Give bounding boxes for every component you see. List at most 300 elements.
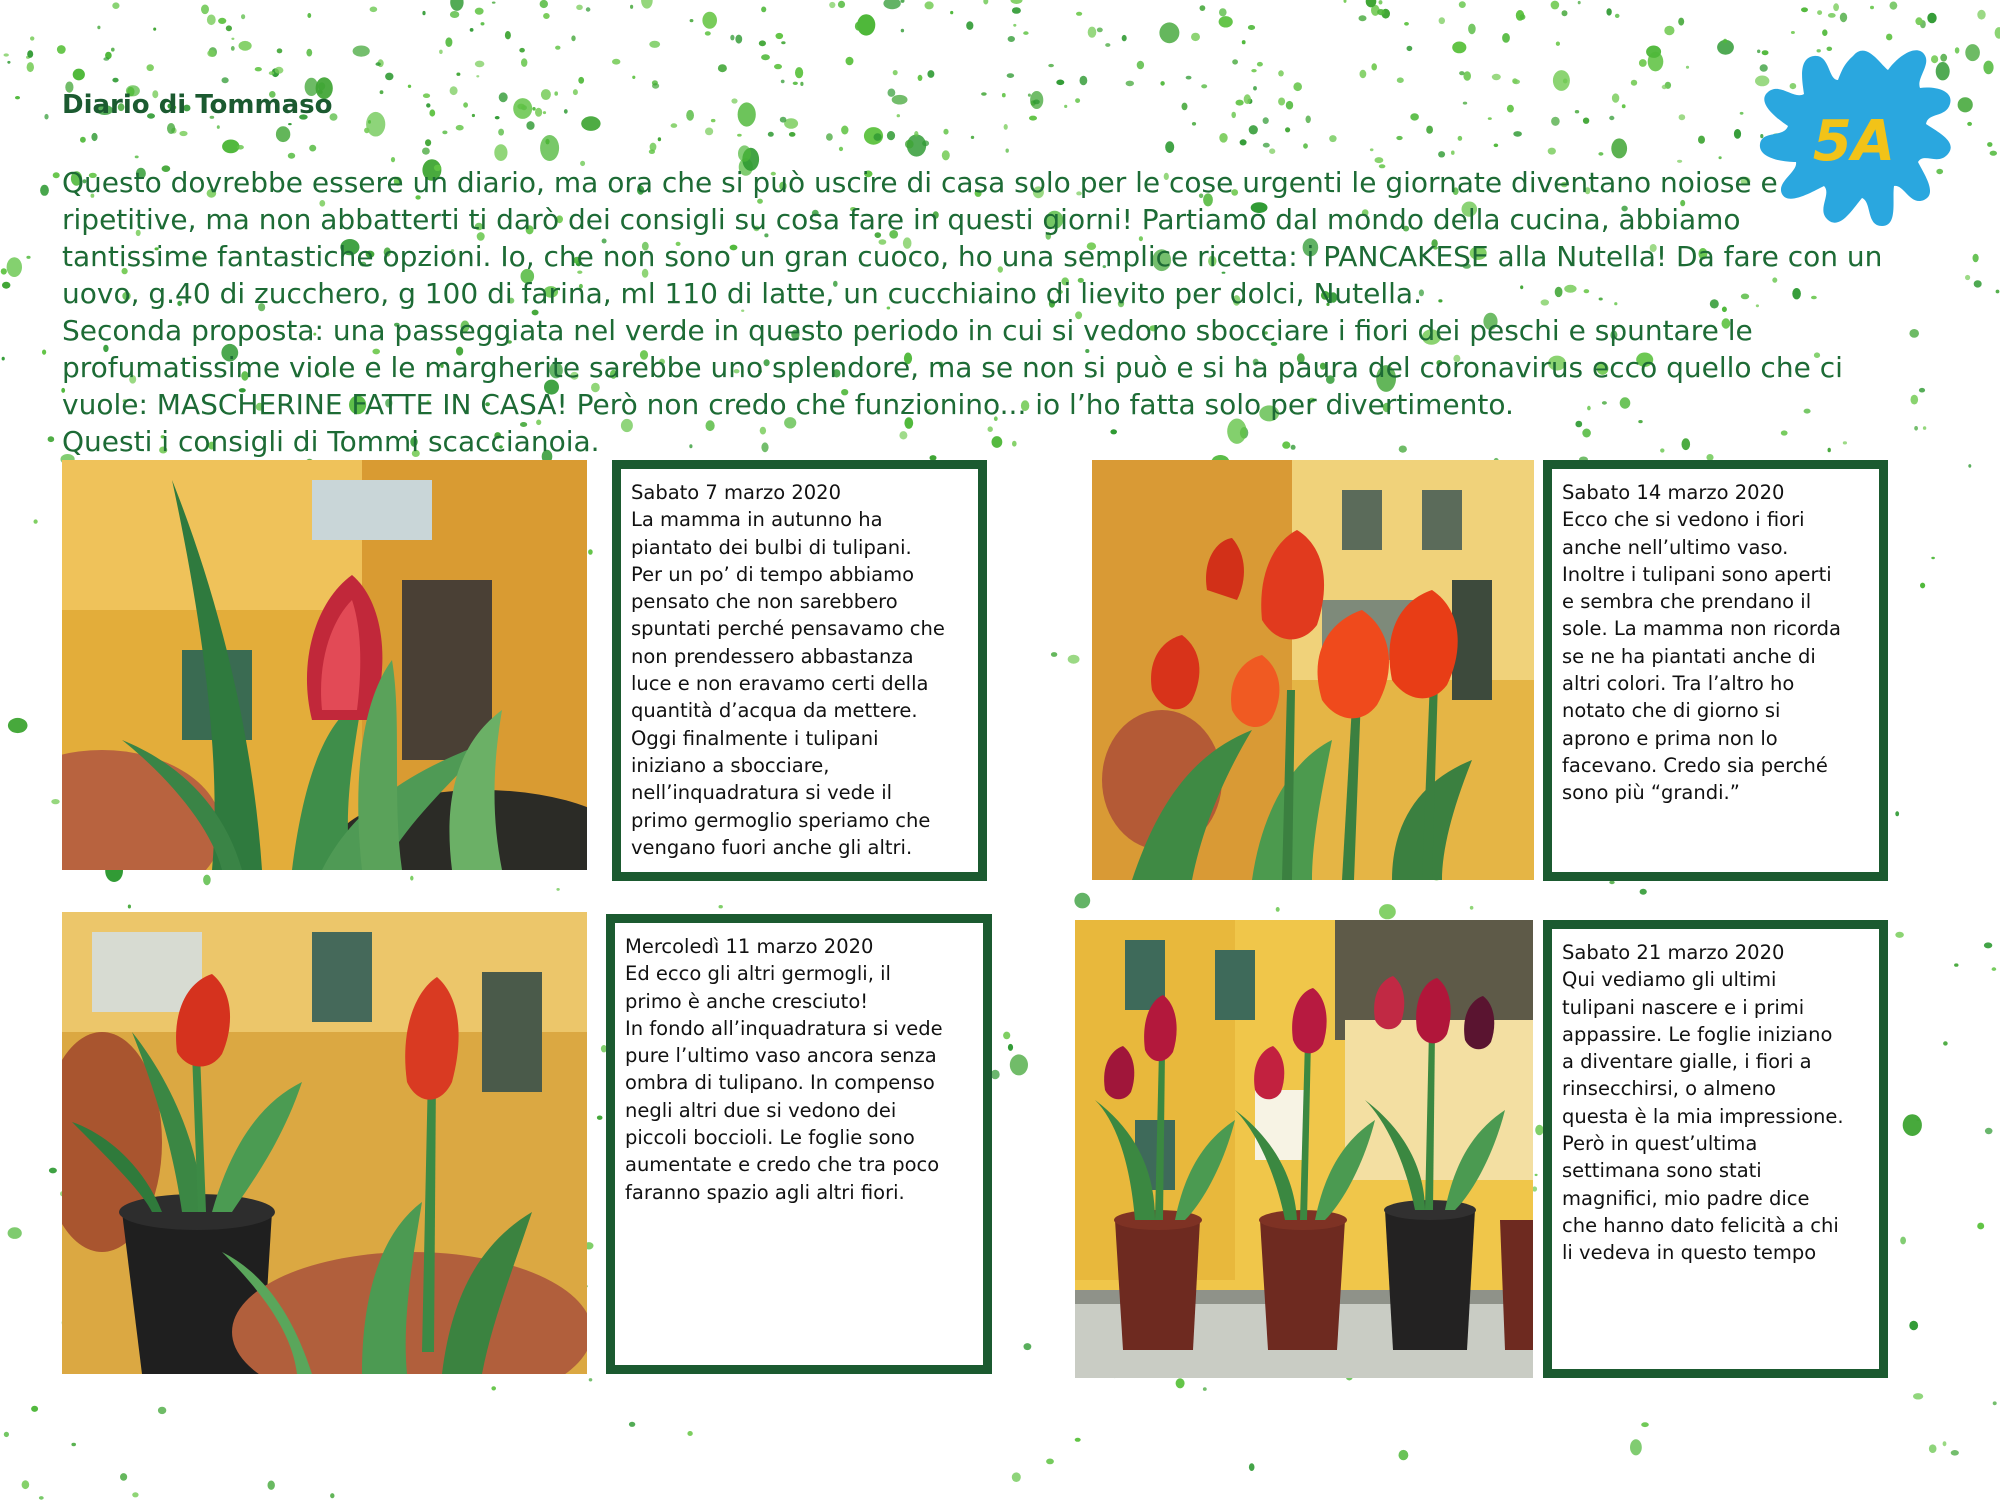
paint-drop (207, 14, 216, 25)
paint-drop (1263, 143, 1270, 148)
paint-drop (761, 6, 766, 12)
paint-drop (1219, 133, 1227, 143)
entry-text-line: tulipani nascere e i primi (1562, 995, 1805, 1019)
paint-drop (1615, 14, 1620, 18)
paint-drop (800, 82, 803, 86)
paint-drop (1097, 28, 1103, 33)
paint-drop (513, 98, 532, 119)
paint-drop (630, 5, 633, 9)
paint-drop (573, 89, 578, 95)
paint-drop (1870, 6, 1874, 9)
intro-line: vuole: MASCHERINE FATTE IN CASA! Però non credo che funzionino... io l’ho fatta solo per divertimento. (62, 388, 1514, 421)
paint-drop (1609, 116, 1614, 120)
paint-drop (735, 35, 742, 44)
entry-text-line: Qui vediamo gli ultimi (1562, 968, 1777, 992)
paint-drop (1951, 1450, 1959, 1456)
paint-drop (49, 1168, 57, 1174)
paint-drop (288, 153, 295, 159)
paint-drop (1276, 907, 1280, 912)
paint-drop (652, 83, 659, 89)
paint-drop (1985, 1128, 1993, 1134)
entry-text-line: non prendessero abbastanza (631, 644, 914, 668)
paint-drop (1817, 10, 1822, 15)
paint-drop (690, 19, 694, 22)
paint-drop (167, 123, 175, 134)
paint-drop (671, 123, 678, 128)
tulip-pots-photo (62, 912, 587, 1374)
paint-drop (1678, 18, 1684, 26)
paint-drop (472, 114, 475, 117)
paint-drop (1895, 811, 1899, 816)
paint-drop (718, 64, 727, 72)
paint-drop (1512, 78, 1517, 83)
paint-drop (26, 256, 30, 259)
paint-drop (780, 117, 787, 123)
intro-text (62, 164, 1912, 460)
paint-drop (31, 1406, 38, 1412)
paint-drop (450, 86, 458, 95)
paint-drop (991, 1070, 1000, 1080)
paint-drop (376, 62, 381, 66)
paint-drop (450, 11, 459, 18)
intro-line: Seconda proposta: una passeggiata nel verde in questo periodo in cui si vedono sbocciare i fiori dei peschi e spuntare le (62, 314, 1753, 347)
paint-drop (1562, 10, 1568, 16)
paint-drop (1007, 73, 1014, 78)
paint-drop (2, 282, 10, 289)
paint-drop (1679, 114, 1686, 120)
paint-drop (1520, 14, 1526, 20)
paint-drop (1008, 36, 1015, 42)
paint-drop (1914, 426, 1918, 431)
paint-drop (1553, 70, 1570, 91)
paint-drop (1943, 1041, 1948, 1045)
paint-drop (1965, 44, 1980, 61)
paint-drop (476, 75, 479, 77)
paint-drop (1006, 149, 1009, 153)
paint-drop (80, 137, 86, 143)
entry-text-line: appassire. Le foglie iniziano (1562, 1022, 1833, 1046)
paint-drop (1583, 118, 1589, 124)
entry-text-line: iniziano a sbocciare, (631, 753, 830, 777)
intro-line: profumatissime viole e le margherite sarebbe uno splendore, ma se non si può e si ha paura del coronavirus ecco quello che ci (62, 351, 1843, 384)
paint-drop (1286, 101, 1293, 110)
paint-drop (1840, 13, 1847, 23)
paint-drop (1051, 652, 1057, 657)
paint-drop (1973, 254, 1979, 263)
paint-drop (71, 1443, 76, 1446)
paint-drop (1088, 27, 1097, 38)
entry-text-line: aumentate e credo che tra poco (625, 1153, 940, 1177)
paint-drop (535, 108, 542, 117)
paint-drop (1606, 8, 1611, 15)
paint-drop (203, 875, 211, 886)
paint-drop (450, 0, 463, 11)
paint-drop (925, 1, 934, 9)
paint-drop (1244, 94, 1251, 104)
paint-drop (1293, 82, 1302, 91)
paint-drop (27, 50, 33, 58)
paint-drop (1612, 93, 1619, 102)
paint-drop (556, 888, 559, 891)
entry-text-line: Inoltre i tulipani sono aperti (1562, 562, 1832, 586)
paint-drop (1360, 70, 1367, 78)
paint-drop (1996, 290, 2000, 294)
paint-drop (48, 436, 55, 442)
entry-text-line: spuntati perché pensavamo che (631, 617, 945, 641)
paint-drop (1698, 136, 1705, 144)
paint-drop (1231, 112, 1236, 118)
entry-text-line: La mamma in autunno ha (631, 508, 883, 532)
paint-drop (1008, 1044, 1013, 1051)
paint-drop (589, 1378, 593, 1381)
paint-drop (1920, 583, 1925, 589)
paint-drop (578, 77, 584, 84)
paint-drop (268, 1481, 275, 1490)
entry-text-line: magnifici, mio padre dice (1562, 1186, 1810, 1210)
paint-drop (761, 54, 770, 60)
paint-drop (1370, 148, 1374, 151)
document-title: Diario di Tommaso (62, 90, 333, 120)
paint-drop (1611, 138, 1627, 158)
paint-drop (927, 70, 934, 78)
paint-drop (4, 1432, 9, 1437)
paint-drop (463, 102, 468, 107)
paint-drop (353, 46, 370, 57)
entry-text-line: piccoli boccioli. Le foglie sono (625, 1126, 915, 1150)
class-badge-splash (1748, 34, 1958, 234)
paint-drop (1719, 156, 1722, 159)
paint-drop (581, 116, 600, 131)
paint-drop (241, 14, 245, 19)
paint-drop (8, 1227, 22, 1239)
paint-drop (505, 31, 511, 39)
paint-drop (829, 2, 835, 8)
paint-drop (1451, 151, 1455, 155)
paint-drop (1993, 1401, 1997, 1405)
paint-drop (686, 110, 694, 121)
paint-drop (8, 718, 28, 733)
intro-line: ripetitive, ma non abbatterti ti darò dei consigli su cosa fare in questi giorni! Partiamo dal mondo della cucina, abbiamo (62, 203, 1741, 236)
tulip-bud-photo (62, 460, 587, 870)
paint-drop (1909, 1321, 1918, 1330)
paint-drop (499, 92, 508, 102)
paint-drop (971, 136, 974, 139)
paint-drop (768, 132, 774, 137)
paint-drop (571, 35, 575, 41)
paint-drop (521, 58, 527, 67)
paint-drop (1927, 13, 1936, 24)
paint-drop (22, 1480, 30, 1489)
paint-drop (564, 109, 568, 114)
paint-drop (239, 41, 252, 51)
entry-text-line: ombra di tulipano. In compenso (625, 1071, 935, 1095)
paint-drop (370, 7, 378, 13)
paint-drop (1468, 24, 1476, 35)
paint-drop (1598, 152, 1603, 156)
paint-drop (330, 1493, 334, 1498)
paint-drop (874, 133, 882, 141)
paint-drop (1622, 104, 1626, 108)
paint-drop (981, 92, 987, 95)
paint-drop (719, 905, 723, 908)
entry-text-line: anche nell’ultimo vaso. (1562, 535, 1789, 559)
paint-drop (231, 46, 235, 51)
paint-drop (543, 13, 550, 19)
paint-drop (826, 133, 833, 141)
paint-drop (526, 121, 534, 130)
entry-text-line: settimana sono stati (1562, 1159, 1762, 1183)
class-badge-label: 5A (1812, 109, 1896, 174)
paint-drop (1410, 113, 1419, 120)
paint-drop (1, 268, 7, 274)
paint-drop (1306, 116, 1311, 124)
diary-entry-card (606, 914, 992, 1374)
paint-drop (781, 41, 785, 44)
paint-drop (541, 89, 551, 100)
paint-drop (226, 25, 232, 31)
paint-drop (1010, 1054, 1028, 1075)
paint-drop (731, 98, 737, 103)
entry-text-line: faranno spazio agli altri fiori. (625, 1180, 905, 1204)
paint-drop (1646, 46, 1661, 58)
entry-date: Mercoledì 11 marzo 2020 (625, 935, 874, 958)
paint-drop (27, 62, 34, 72)
paint-drop (44, 114, 48, 120)
paint-drop (1513, 131, 1522, 137)
paint-drop (1240, 139, 1247, 145)
paint-drop (901, 0, 905, 3)
paint-drop (1203, 1387, 1207, 1391)
paint-drop (1407, 46, 1413, 51)
intro-line: tantissime fantastiche opzioni. Io, che non sono un gran cuoco, ho una semplice ricetta: i PANCAKESE alla Nutella! Da fare con un (62, 240, 1883, 273)
paint-drop (222, 77, 229, 83)
paint-drop (966, 21, 973, 30)
diary-entry-card (1543, 460, 1888, 881)
paint-drop (1186, 76, 1192, 80)
paint-drop (1965, 275, 1970, 280)
paint-drop (442, 131, 447, 135)
paint-drop (1968, 464, 1971, 468)
paint-drop (759, 40, 766, 46)
paint-drop (306, 49, 312, 57)
paint-drop (158, 1407, 166, 1414)
paint-drop (793, 82, 798, 85)
paint-drop (540, 0, 548, 8)
paint-drop (1551, 1, 1560, 10)
paint-drop (1452, 42, 1466, 54)
paint-drop (1686, 66, 1689, 69)
paint-drop (897, 114, 900, 117)
paint-drop (1578, 1, 1581, 4)
paint-drop (39, 1496, 44, 1500)
paint-drop (445, 37, 452, 47)
entry-text-line: a diventare gialle, i fiori a (1562, 1050, 1812, 1074)
entry-text-line: aprono e prima non lo (1562, 726, 1778, 750)
entry-text-line: altri colori. Tra l’altro ho (1562, 672, 1795, 696)
paint-drop (576, 5, 583, 10)
paint-drop (597, 1116, 603, 1120)
paint-drop (1191, 33, 1200, 41)
paint-drop (887, 131, 895, 140)
paint-drop (1439, 17, 1445, 24)
paint-drop (456, 73, 460, 76)
paint-drop (918, 75, 923, 81)
paint-drop (1992, 967, 1997, 971)
paint-drop (1983, 61, 1993, 75)
three-tulip-pots-photo (1075, 920, 1533, 1378)
paint-drop (218, 18, 226, 24)
paint-drop (1075, 1438, 1081, 1442)
paint-drop (1012, 7, 1021, 14)
paint-drop (275, 67, 284, 74)
paint-drop (1253, 86, 1257, 90)
paint-drop (1919, 388, 1925, 393)
paint-drop (892, 95, 908, 105)
paint-drop (201, 5, 209, 15)
paint-drop (1488, 117, 1492, 120)
paint-drop (1640, 889, 1647, 895)
paint-drop (269, 71, 274, 75)
paint-drop (1048, 64, 1054, 67)
paint-drop (1507, 105, 1514, 113)
paint-drop (1278, 98, 1285, 106)
paint-drop (1399, 1450, 1409, 1460)
paint-drop (288, 123, 292, 125)
paint-drop (1662, 85, 1667, 89)
paint-drop (391, 157, 395, 162)
paint-drop (51, 799, 59, 804)
paint-drop (1463, 71, 1471, 80)
paint-drop (73, 69, 85, 81)
paint-drop (1013, 24, 1016, 27)
paint-drop (1535, 1174, 1538, 1176)
paint-drop (1080, 76, 1088, 86)
paint-drop (207, 50, 215, 57)
entry-text-line: rinsecchirsi, o almeno (1562, 1077, 1776, 1101)
paint-drop (1068, 655, 1080, 664)
paint-drop (1379, 0, 1383, 4)
paint-drop (15, 96, 20, 99)
entry-text-line: Oggi finalmente i tulipani (631, 726, 879, 750)
paint-drop (1105, 43, 1110, 47)
paint-drop (839, 147, 843, 151)
paint-drop (612, 59, 620, 65)
entry-date: Sabato 7 marzo 2020 (631, 481, 841, 504)
paint-drop (1159, 22, 1179, 43)
paint-drop (905, 140, 914, 149)
paint-drop (364, 128, 369, 134)
paint-drop (1028, 94, 1031, 97)
paint-drop (649, 149, 655, 154)
entry-text-line: In fondo all’inquadratura si vede (625, 1016, 943, 1040)
paint-drop (422, 148, 430, 155)
paint-drop (1664, 26, 1674, 35)
paint-drop (153, 28, 156, 31)
paint-drop (103, 57, 109, 61)
paint-drop (1002, 93, 1006, 97)
paint-drop (1375, 157, 1384, 163)
paint-drop (128, 905, 131, 909)
paint-drop (1990, 151, 1997, 156)
paint-drop (1160, 81, 1164, 86)
paint-drop (1734, 129, 1741, 139)
paint-drop (1463, 102, 1467, 105)
paint-drop (30, 36, 34, 40)
paint-drop (112, 2, 119, 9)
paint-drop (705, 127, 713, 135)
paint-drop (705, 31, 711, 35)
paint-drop (789, 132, 796, 137)
paint-drop (1631, 80, 1637, 86)
paint-drop (222, 140, 239, 154)
paint-drop (147, 64, 154, 71)
paint-drop (42, 350, 46, 355)
entry-text-line: che hanno dato felicità a chi (1562, 1213, 1839, 1237)
paint-drop (1024, 1343, 1032, 1350)
paint-drop (1056, 80, 1064, 86)
entry-text-line: primo è anche cresciuto! (625, 989, 869, 1013)
paint-drop (1033, 100, 1040, 105)
paint-drop (380, 90, 384, 94)
paint-drop (774, 64, 782, 69)
paint-drop (1492, 74, 1501, 80)
intro-line: Questo dovrebbe essere un diario, ma ora che si può uscire di casa solo per le cose urgenti le giornate diventano noiose e (62, 166, 1778, 199)
paint-drop (883, 0, 900, 9)
paint-drop (255, 67, 262, 71)
paint-drop (494, 144, 507, 161)
paint-drop (1984, 942, 1992, 948)
paint-drop (439, 50, 443, 54)
paint-drop (1895, 932, 1904, 938)
entry-text-line: Per un po’ di tempo abbiamo (631, 562, 915, 586)
entry-text-line: facevano. Credo sia perché (1562, 753, 1828, 777)
entry-text-line: li vedeva in questo tempo (1562, 1241, 1817, 1265)
paint-drop (1182, 103, 1188, 111)
paint-drop (1076, 12, 1082, 16)
paint-drop (540, 135, 559, 161)
paint-drop (629, 1422, 635, 1427)
paint-drop (1137, 61, 1144, 70)
diary-entry-card (612, 460, 987, 881)
paint-drop (1833, 3, 1839, 11)
paint-drop (309, 145, 316, 152)
paint-drop (586, 7, 591, 11)
paint-drop (385, 73, 393, 81)
paint-drop (1012, 1472, 1021, 1482)
paint-drop (1257, 62, 1263, 67)
paint-drop (1249, 125, 1258, 134)
paint-drop (408, 85, 411, 88)
paint-drop (922, 140, 929, 146)
paint-drop (1165, 141, 1174, 153)
entry-text-line: Però in quest’ultima (1562, 1132, 1758, 1156)
paint-drop (702, 12, 717, 29)
paint-drop (1967, 122, 1972, 126)
paint-drop (543, 111, 546, 114)
paint-drop (40, 185, 49, 196)
paint-drop (983, 0, 988, 5)
entry-text-line: piantato dei bulbi di tulipani. (631, 535, 912, 559)
paint-drop (532, 107, 535, 111)
paint-drop (1249, 1463, 1255, 1471)
paint-drop (1122, 35, 1127, 41)
paint-drop (217, 125, 220, 129)
paint-drop (1248, 25, 1255, 30)
paint-drop (1404, 22, 1409, 26)
intro-line: Questi i consigli di Tommi scaccianoia. (62, 425, 600, 458)
paint-drop (475, 8, 484, 15)
paint-drop (1958, 97, 1973, 112)
